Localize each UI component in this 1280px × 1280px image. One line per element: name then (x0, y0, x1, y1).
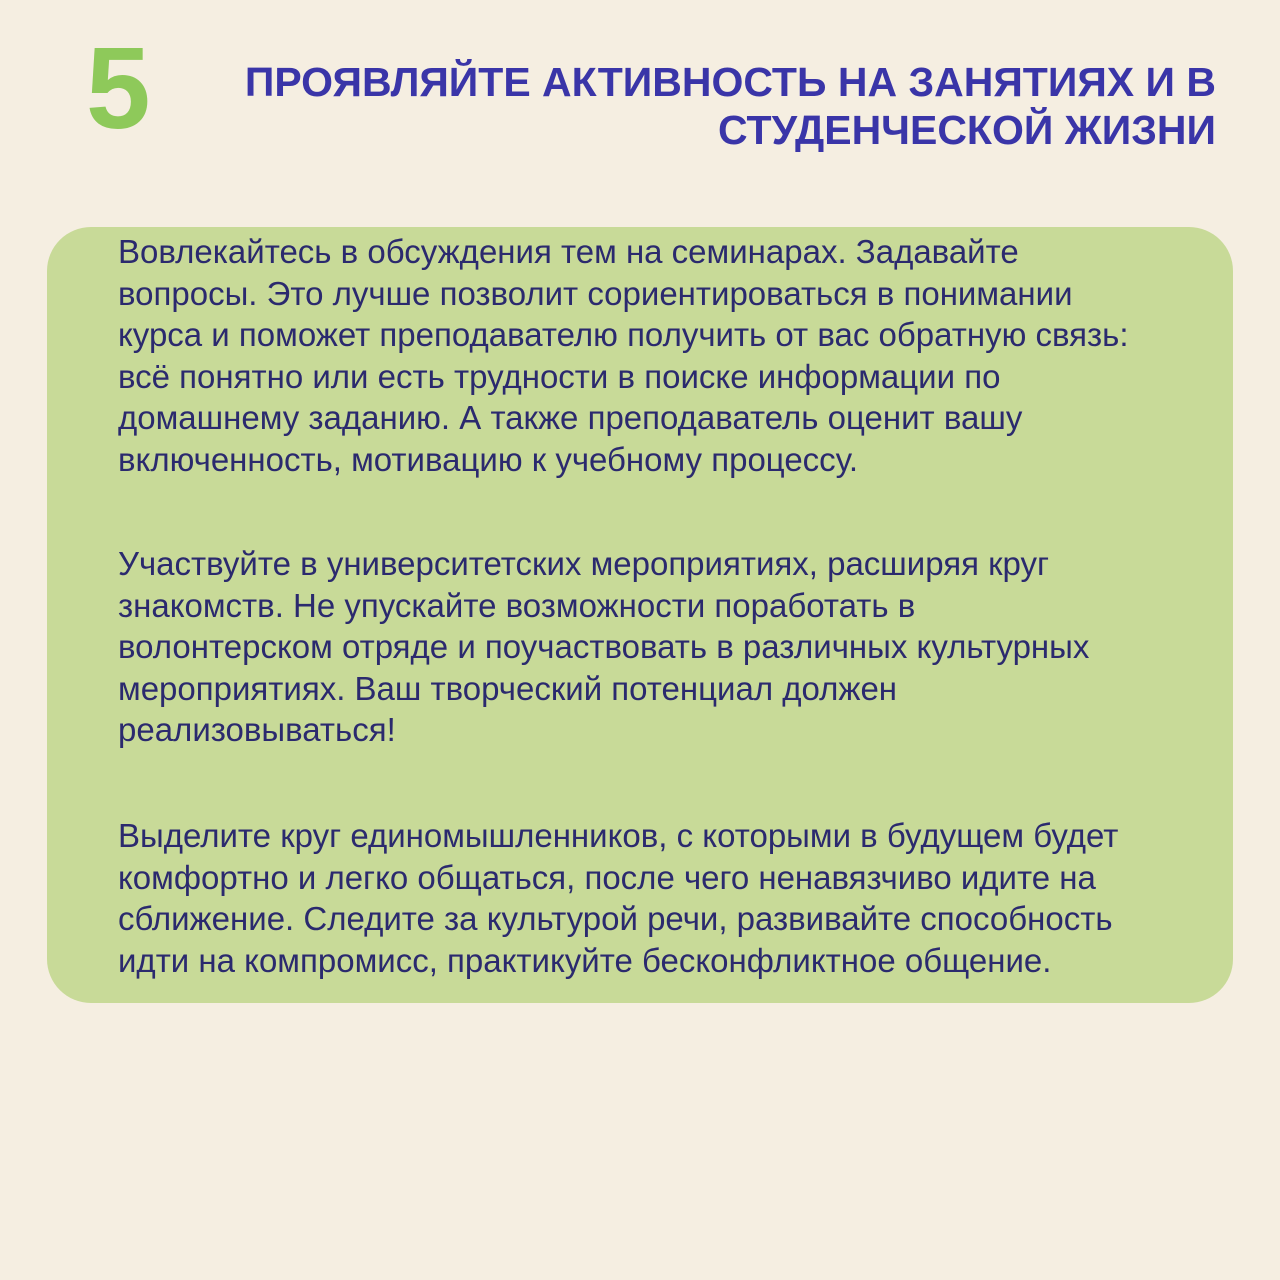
paragraph-events: Участвуйте в университетских мероприятиях, расширяя круг знакомств. Не упускайте возможности поработать в волонтерском отряде и поучаствовать в различных культурных мероприятиях. Ваш творческий потенциал должен реализовываться! (118, 545, 1090, 748)
step-number: 5 (86, 23, 151, 153)
paragraph-like-minded: Выделите круг единомышленников, с которыми в будущем будет комфортно и легко общаться, после чего ненавязчиво идите на сближение. Следите за культурой речи, развивайте способность идти на компромисс, практикуйте бесконфликтное общение. (118, 817, 1119, 979)
paragraph-seminars: Вовлекайтесь в обсуждения тем на семинарах. Задавайте вопросы. Это лучше позволит сориентироваться в понимании курса и поможет преподавателю получить от вас обратную связь: всё понятно или есть трудности в поиске информации по домашнему заданию. А также преподаватель оценит вашу включенность, мотивацию к учебному процессу. (118, 233, 1129, 478)
page-title: ПРОЯВЛЯЙТЕ АКТИВНОСТЬ НА ЗАНЯТИЯХ И В СТУДЕНЧЕСКОЙ ЖИЗНИ (244, 59, 1216, 153)
